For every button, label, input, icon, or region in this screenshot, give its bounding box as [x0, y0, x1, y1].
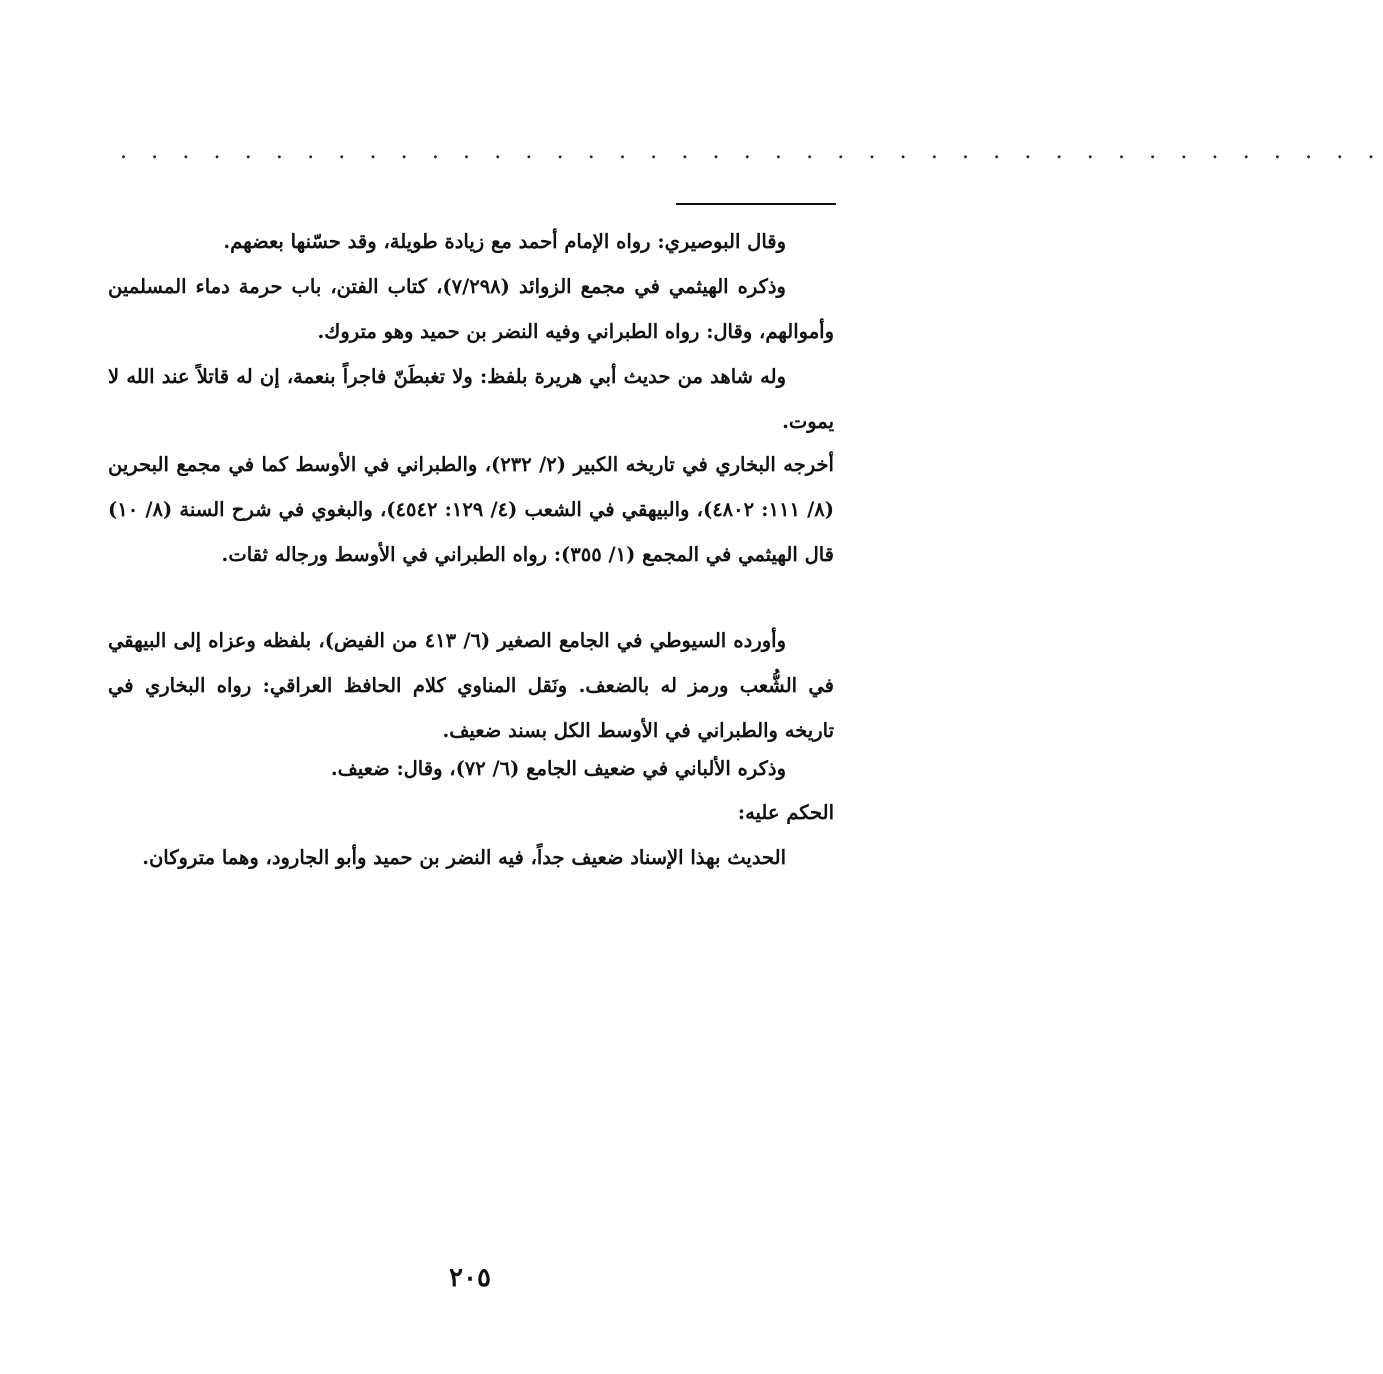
paragraph-ruling: الحديث بهذا الإسناد ضعيف جداً، فيه النضر بن حميد وأبو الجارود، وهما متروكان. — [142, 846, 786, 869]
paragraph-takhrij: أخرجه البخاري في تاريخه الكبير (٢/ ٢٣٢)، والطبراني في الأوسط كما في مجمع البحرين (٨/ ١١١: ٤٨٠٢)، والبيهقي في الشعب (٤/ ١٢٩: ٤٥٤٢)، والبغوي في شرح السنة (٨/ ١٠) قال الهيثمي في المجمع (١/ ٣٥٥): رواه الطبراني في الأوسط ورجاله ثقات. — [108, 453, 834, 566]
paragraph-witness-hadith: وله شاهد من حديث أبي هريرة بلفظ: ولا تغبطَنّ فاجراً بنعمة، إن له قاتلاً عند الله لا يموت. — [108, 365, 834, 433]
dotted-separator: . . . . . . . . . . . . . . . . . . . . . . . . . . . . . . . . . . . . . . . . . — [120, 139, 1383, 164]
page-number: ٢٠٥ — [449, 1263, 491, 1293]
paragraph-suyuti: وأورده السيوطي في الجامع الصغير (٦/ ٤١٣ من الفيض)، بلفظه وعزاه إلى البيهقي في الشُّعب ورمز له بالضعف. ونَقل المناوي كلام الحافظ العراقي: رواه البخاري في تاريخه والطبراني في الأوسط الكل بسند ضعيف. — [108, 629, 834, 742]
paragraph-albani: وذكره الألباني في ضعيف الجامع (٦/ ٧٢)، وقال: ضعيف. — [330, 757, 786, 780]
section-heading-ruling: الحكم عليه: — [737, 801, 834, 824]
footnote-rule — [676, 203, 836, 205]
paragraph-haythami-zawaid: وذكره الهيثمي في مجمع الزوائد (٧/٢٩٨)، كتاب الفتن، باب حرمة دماء المسلمين وأموالهم، وقال: رواه الطبراني وفيه النضر بن حميد وهو متروك. — [108, 275, 834, 343]
paragraph-busiri: وقال البوصيري: رواه الإمام أحمد مع زيادة طويلة، وقد حسّنها بعضهم. — [223, 230, 786, 253]
